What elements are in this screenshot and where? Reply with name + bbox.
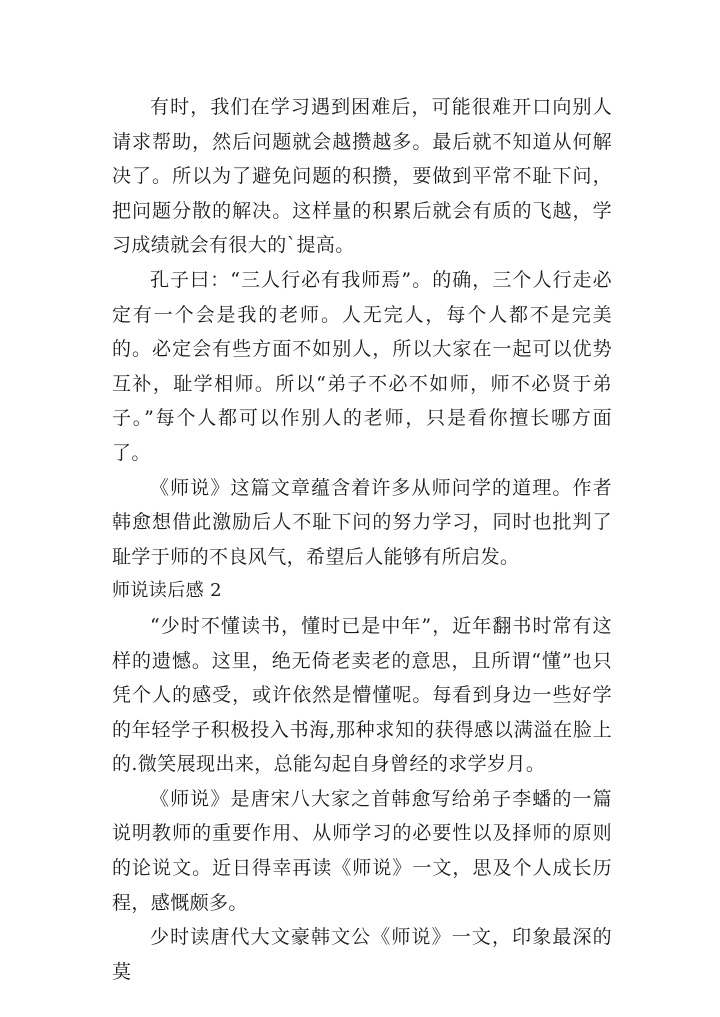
paragraph-3: 《师说》这篇文章蕴含着许多从师问学的道理。作者韩愈想借此激励后人不耻下问的努力学习，同时也批判了耻学于师的不良风气，希望后人能够有所启发。 xyxy=(112,476,612,568)
document-body xyxy=(112,90,612,989)
paragraph-6: 少时读唐代大文豪韩文公《师说》一文，印象最深的莫 xyxy=(112,926,612,983)
section-heading: 师说读后感 2 xyxy=(112,580,222,602)
paragraph-5: 《师说》是唐宋八大家之首韩愈写给弟子李蟠的一篇说明教师的重要作用、从师学习的必要性以及择师的原则的论说文。近日得幸再读《师说》一文，思及个人成长历程，感慨颇多。 xyxy=(112,787,612,914)
paragraph-4: “少时不懂读书，懂时已是中年”，近年翻书时常有这样的遗憾。这里，绝无倚老卖老的意思，且所谓“懂”也只凭个人的感受，或许依然是懵懂呢。每看到身边一些好学的年轻学子积极投入书海,那种求知的获得感以满溢在脸上的.微笑展现出来，总能勾起自身曾经的求学岁月。 xyxy=(112,614,612,776)
paragraph-2: 孔子曰：“三人行必有我师焉”。的确，三个人行走必定有一个会是我的老师。人无完人，每个人都不是完美的。必定会有些方面不如别人，所以大家在一起可以优势互补，耻学相师。所以“弟子不必不如师，师不必贤于弟子。”每个人都可以作别人的老师，只是看你擅长哪方面了。 xyxy=(112,268,612,464)
paragraph-1: 有时，我们在学习遇到困难后，可能很难开口向别人请求帮助，然后问题就会越攒越多。最后就不知道从何解决了。所以为了避免问题的积攒，要做到平常不耻下问，把问题分散的解决。这样量的积累后就会有质的飞越，学习成绩就会有很大的`提高。 xyxy=(112,96,612,257)
